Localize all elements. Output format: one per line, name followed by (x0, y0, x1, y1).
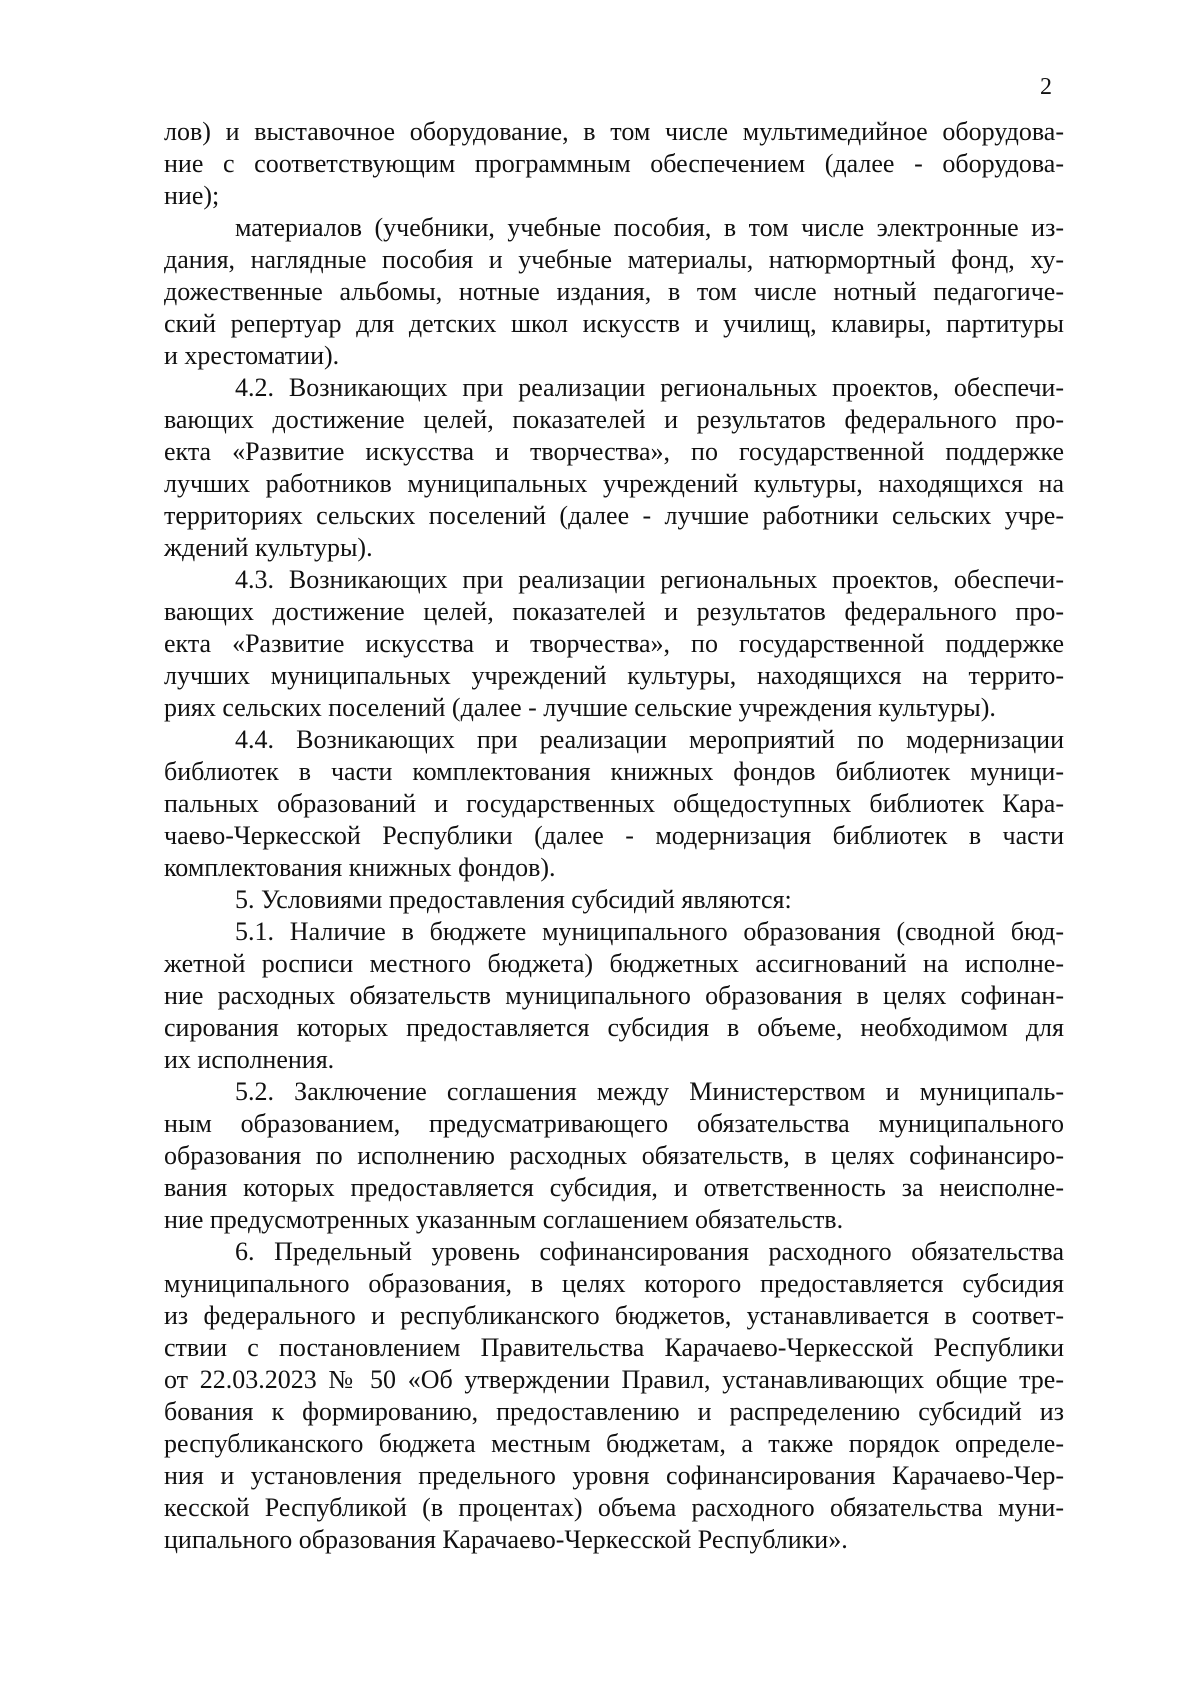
text-line: ния и установления предельного уровня софинансирования Карачаево-Чер- (164, 1461, 1064, 1490)
page-number: 2 (1040, 74, 1052, 100)
text-line: 5.2. Заключение соглашения между Министерством и муниципаль- (235, 1077, 1064, 1106)
text-line: бования к формированию, предоставлению и распределению субсидий из (164, 1397, 1064, 1426)
text-line: ствии с постановлением Правительства Карачаево-Черкесской Республики (164, 1333, 1064, 1362)
text-line: ципального образования Карачаево-Черкесской Республики». (164, 1525, 848, 1554)
text-line: 4.3. Возникающих при реализации региональных проектов, обеспечи- (235, 565, 1064, 594)
text-line: 5.1. Наличие в бюджете муниципального образования (сводной бюд- (235, 917, 1064, 946)
text-line: муниципального образования, в целях которого предоставляется субсидия (164, 1269, 1064, 1298)
text-line: ние расходных обязательств муниципального образования в целях софинан- (164, 981, 1064, 1010)
paragraph-item-4-3 (164, 564, 1064, 724)
text-line: кесской Республикой (в процентах) объема расходного обязательства муни- (164, 1493, 1064, 1522)
text-line: екта «Развитие искусства и творчества», по государственной поддержке (164, 437, 1064, 466)
paragraph-materials (164, 212, 1064, 372)
text-line: лучших муниципальных учреждений культуры, находящихся на террито- (164, 661, 1064, 690)
text-line: дания, наглядные пособия и учебные материалы, натюрмортный фонд, ху- (164, 245, 1064, 274)
paragraph-item-4-2 (164, 372, 1064, 564)
text-line: из федерального и республиканского бюджетов, устанавливается в соответ- (164, 1301, 1064, 1330)
text-line: образования по исполнению расходных обязательств, в целях софинансиро- (164, 1141, 1064, 1170)
text-line: материалов (учебники, учебные пособия, в том числе электронные из- (235, 213, 1064, 242)
text-line: вающих достижение целей, показателей и результатов федерального про- (164, 405, 1064, 434)
text-line: территориях сельских поселений (далее - лучшие работники сельских учре- (164, 501, 1064, 530)
text-line: ние); (164, 181, 220, 210)
text-line: ский репертуар для детских школ искусств и училищ, клавиры, партитуры (164, 309, 1064, 338)
text-line: лучших работников муниципальных учреждений культуры, находящихся на (164, 469, 1064, 498)
text-line: лов) и выставочное оборудование, в том числе мультимедийное оборудова- (164, 117, 1064, 146)
text-line: риях сельских поселений (далее - лучшие сельские учреждения культуры). (164, 693, 996, 722)
document-body (164, 116, 1064, 1556)
text-line: их исполнения. (164, 1045, 335, 1074)
text-line: республиканского бюджета местным бюджетам, а также порядок определе- (164, 1429, 1064, 1458)
paragraph-item-5-2 (164, 1076, 1064, 1236)
text-line: екта «Развитие искусства и творчества», по государственной поддержке (164, 629, 1064, 658)
text-line: ние предусмотренных указанным соглашением обязательств. (164, 1205, 844, 1234)
text-line: ным образованием, предусматривающего обязательства муниципального (164, 1109, 1064, 1138)
paragraph-continuation (164, 116, 1064, 212)
text-line: 5. Условиями предоставления субсидий являются: (235, 885, 792, 914)
text-line: жетной росписи местного бюджета) бюджетных ассигнований на исполне- (164, 949, 1064, 978)
text-line: чаево-Черкесской Республики (далее - модернизация библиотек в части (164, 821, 1064, 850)
text-line: 4.4. Возникающих при реализации мероприятий по модернизации (235, 725, 1064, 754)
text-line: пальных образований и государственных общедоступных библиотек Кара- (164, 789, 1064, 818)
paragraph-item-4-4 (164, 724, 1064, 884)
text-line: 4.2. Возникающих при реализации региональных проектов, обеспечи- (235, 373, 1064, 402)
paragraph-item-6 (164, 1236, 1064, 1556)
text-line: и хрестоматии). (164, 341, 340, 370)
paragraph-item-5-1 (164, 916, 1064, 1076)
text-line: от 22.03.2023 № 50 «Об утверждении Правил, устанавливающих общие тре- (164, 1365, 1064, 1394)
text-line: библиотек в части комплектования книжных фондов библиотек муници- (164, 757, 1064, 786)
text-line: комплектования книжных фондов). (164, 853, 556, 882)
paragraph-item-5 (164, 884, 1064, 916)
text-line: ние с соответствующим программным обеспечением (далее - оборудова- (164, 149, 1064, 178)
text-line: ждений культуры). (164, 533, 373, 562)
text-line: вающих достижение целей, показателей и результатов федерального про- (164, 597, 1064, 626)
text-line: дожественные альбомы, нотные издания, в том числе нотный педагогиче- (164, 277, 1064, 306)
text-line: сирования которых предоставляется субсидия в объеме, необходимом для (164, 1013, 1064, 1042)
text-line: вания которых предоставляется субсидия, и ответственность за неисполне- (164, 1173, 1064, 1202)
text-line: 6. Предельный уровень софинансирования расходного обязательства (235, 1237, 1064, 1266)
